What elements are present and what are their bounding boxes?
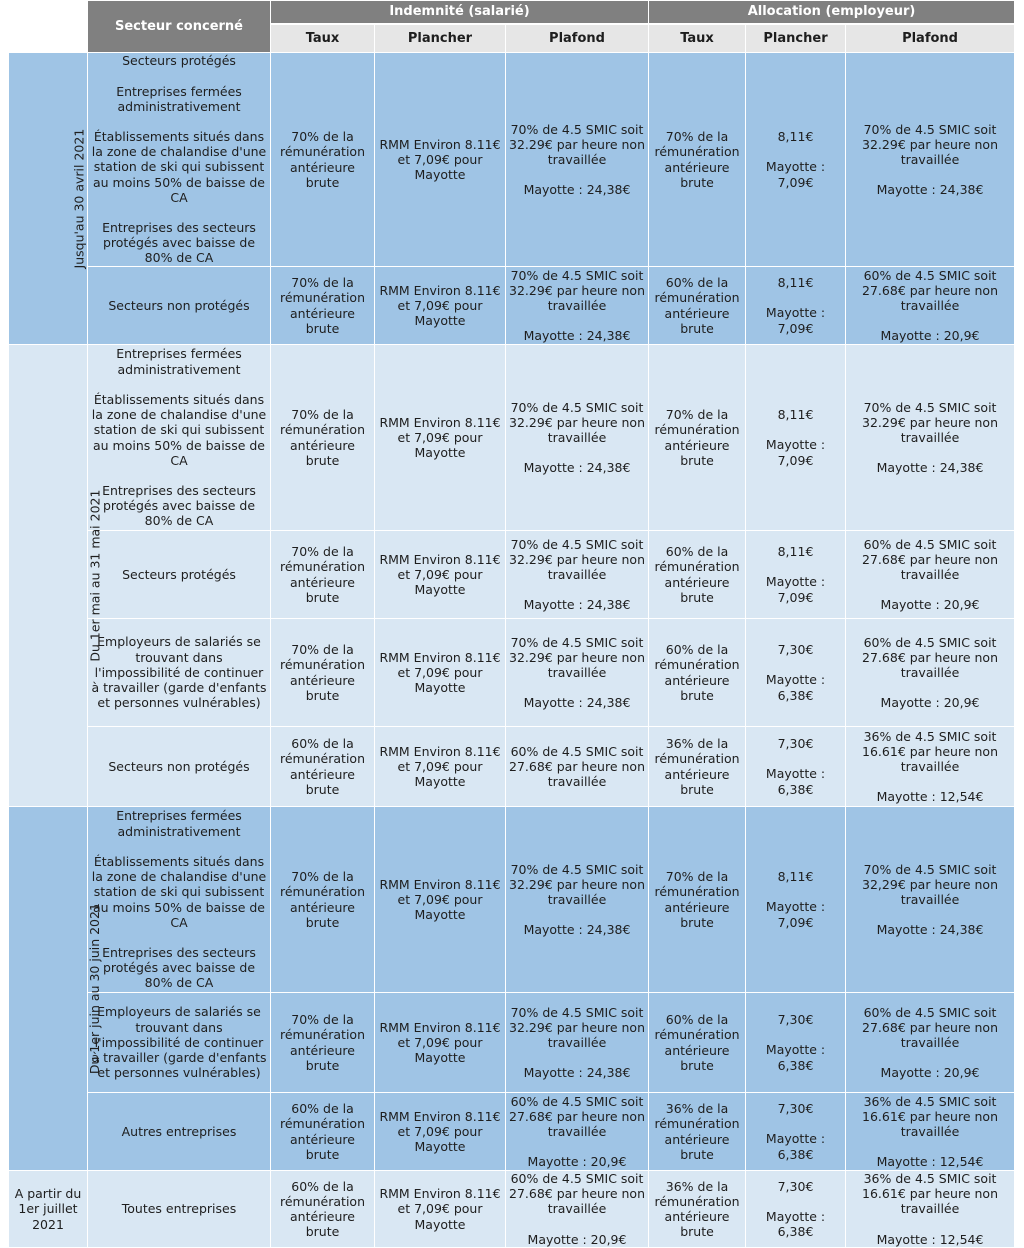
secteur-item: Entreprises fermées administrativement [116,346,242,377]
taux-salarie-cell: 60% de la rémunération antérieure brute [271,1171,375,1248]
secteur-item: Toutes entreprises [121,1201,237,1217]
header-indemnite: Indemnité (salarié) [271,1,649,24]
plancher-employeur-cell-mayotte: Mayotte : 7,09€ [765,899,826,930]
plafond-salarie-cell [506,1093,649,1171]
plancher-employeur-cell-value: 7,30€ [777,642,814,658]
secteur-item: Entreprises fermées administrativement [116,83,242,114]
plafond-employeur-cell-value: 60% de 4.5 SMIC soit 27.68€ par heure non travaillée [862,634,999,680]
plafond-salarie-cell-value: 70% de 4.5 SMIC soit 32.29€ par heure non travaillée [509,267,645,313]
plafond-employeur-cell-value: 36% de 4.5 SMIC soit 16.61€ par heure non travaillée [862,1171,999,1217]
plafond-employeur-cell-mayotte: Mayotte : 24,38€ [876,460,984,476]
plafond-salarie-cell-value: 70% de 4.5 SMIC soit 32.29€ par heure non travaillée [509,399,645,445]
plancher-employeur-cell-mayotte: Mayotte : 6,38€ [765,1208,826,1239]
plafond-salarie-cell [506,727,649,807]
period-label: Du 1er juin au 30 juin 2021 [86,902,102,1075]
plancher-employeur-cell [746,1171,846,1248]
plafond-employeur-cell-value: 60% de 4.5 SMIC soit 27.68€ par heure non travaillée [862,536,999,582]
plancher-salarie-cell: RMM Environ 8.11€ et 7,09€ pour Mayotte [375,727,506,807]
plafond-salarie-cell-mayotte: Mayotte : 24,38€ [523,182,631,198]
plancher-employeur-cell-value: 8,11€ [777,275,814,291]
secteur-item: Employeurs de salariés se trouvant dans l'impossibilité de continuer à travailler (garde d'enfants et personnes vulnérables) [91,1004,267,1081]
taux-employeur-cell: 36% de la rémunération antérieure brute [649,727,746,807]
plafond-salarie-cell-mayotte: Mayotte : 24,38€ [523,597,631,613]
plafond-employeur-cell-value: 36% de 4.5 SMIC soit 16.61€ par heure non travaillée [862,1093,999,1139]
plafond-salarie-cell [506,993,649,1093]
header-secteur: Secteur concerné [88,1,271,53]
plafond-salarie-cell-mayotte: Mayotte : 24,38€ [523,1065,631,1081]
plafond-salarie-cell-value: 60% de 4.5 SMIC soit 27.68€ par heure non travaillée [509,1171,645,1217]
secteur-cell [88,267,271,345]
header-taux-salarie: Taux [271,24,375,53]
plafond-employeur-cell [846,53,1015,267]
header-allocation: Allocation (employeur) [649,1,1015,24]
header-plafond-salarie: Plafond [506,24,649,53]
period-label: A partir du 1er juillet 2021 [14,1186,82,1232]
plafond-salarie-cell-mayotte: Mayotte : 24,38€ [523,328,631,344]
plancher-employeur-cell-value: 7,30€ [777,736,814,752]
period-cell [9,807,102,1171]
plafond-employeur-cell [846,1171,1015,1248]
plafond-salarie-cell-mayotte: Mayotte : 24,38€ [523,922,631,938]
plafond-employeur-cell-value: 70% de 4.5 SMIC soit 32.29€ par heure non travaillée [862,121,999,167]
plancher-salarie-cell: RMM Environ 8.11€ et 7,09€ pour Mayotte [375,1093,506,1171]
plancher-salarie-cell: RMM Environ 8.11€ et 7,09€ pour Mayotte [375,993,506,1093]
plafond-salarie-cell-value: 60% de 4.5 SMIC soit 27.68€ par heure non travaillée [509,1093,645,1139]
plafond-employeur-cell-value: 70% de 4.5 SMIC soit 32,29€ par heure non travaillée [862,861,999,907]
plancher-employeur-cell-mayotte: Mayotte : 6,38€ [765,672,826,703]
table-row [9,267,1015,345]
plafond-employeur-cell-value: 60% de 4.5 SMIC soit 27.68€ par heure non travaillée [862,267,999,313]
plancher-employeur-cell-value: 7,30€ [777,1101,814,1117]
plafond-employeur-cell [846,267,1015,345]
table-row [9,807,1015,993]
table-body [9,53,1015,1248]
taux-employeur-cell: 36% de la rémunération antérieure brute [649,1093,746,1171]
plafond-salarie-cell [506,619,649,727]
plafond-employeur-cell [846,807,1015,993]
plancher-employeur-cell [746,727,846,807]
plafond-salarie-cell-mayotte: Mayotte : 24,38€ [523,695,631,711]
taux-salarie-cell: 70% de la rémunération antérieure brute [271,53,375,267]
table-row [9,345,1015,531]
plancher-employeur-cell [746,267,846,345]
plancher-employeur-cell [746,531,846,619]
plafond-employeur-cell-value: 70% de 4.5 SMIC soit 32.29€ par heure non travaillée [862,399,999,445]
plafond-employeur-cell-mayotte: Mayotte : 20,9€ [880,597,980,613]
plafond-salarie-cell [506,53,649,267]
taux-salarie-cell: 70% de la rémunération antérieure brute [271,267,375,345]
plafond-employeur-cell-mayotte: Mayotte : 12,54€ [876,1231,984,1247]
plafond-salarie-cell-value: 70% de 4.5 SMIC soit 32.29€ par heure non travaillée [509,1004,645,1050]
plafond-employeur-cell [846,993,1015,1093]
table-row [9,993,1015,1093]
plancher-employeur-cell-mayotte: Mayotte : 6,38€ [765,766,826,797]
plancher-salarie-cell: RMM Environ 8.11€ et 7,09€ pour Mayotte [375,619,506,727]
taux-employeur-cell: 60% de la rémunération antérieure brute [649,267,746,345]
header-plafond-employeur: Plafond [846,24,1015,53]
taux-salarie-cell: 70% de la rémunération antérieure brute [271,531,375,619]
plafond-salarie-cell-value: 70% de 4.5 SMIC soit 32.29€ par heure non travaillée [509,634,645,680]
secteur-cell [88,1171,271,1248]
secteur-item: Entreprises des secteurs protégés avec baisse de 80% de CA [102,944,256,991]
plafond-salarie-cell-value: 70% de 4.5 SMIC soit 32.29€ par heure non travaillée [509,861,645,907]
secteur-cell [88,993,271,1093]
secteur-cell [88,619,271,727]
plancher-employeur-cell [746,993,846,1093]
plafond-employeur-cell-mayotte: Mayotte : 24,38€ [876,922,984,938]
plancher-employeur-cell-mayotte: Mayotte : 7,09€ [765,574,826,605]
secteur-item: Secteurs non protégés [108,297,250,313]
taux-salarie-cell: 70% de la rémunération antérieure brute [271,345,375,531]
secteur-cell [88,53,271,267]
plancher-employeur-cell-value: 7,30€ [777,1012,814,1028]
plancher-salarie-cell: RMM Environ 8.11€ et 7,09€ pour Mayotte [375,807,506,993]
plancher-employeur-cell-mayotte: Mayotte : 7,09€ [765,305,826,336]
plafond-employeur-cell-value: 36% de 4.5 SMIC soit 16.61€ par heure non travaillée [862,728,999,774]
plafond-salarie-cell [506,531,649,619]
table-row [9,53,1015,267]
plafond-employeur-cell [846,727,1015,807]
plafond-salarie-cell-mayotte: Mayotte : 24,38€ [523,460,631,476]
secteur-item: Entreprises des secteurs protégés avec baisse de 80% de CA [102,220,256,266]
plafond-salarie-cell-value: 60% de 4.5 SMIC soit 27.68€ par heure non travaillée [509,743,645,790]
corner-blank [9,1,88,53]
plafond-salarie-cell-mayotte: Mayotte : 20,9€ [527,1231,627,1247]
plafond-employeur-cell-value: 60% de 4.5 SMIC soit 27.68€ par heure non travaillée [862,1004,999,1050]
taux-employeur-cell: 60% de la rémunération antérieure brute [649,619,746,727]
period-label: Du 1er mai au 31 mai 2021 [87,489,103,662]
plancher-employeur-cell-mayotte: Mayotte : 7,09€ [765,159,826,190]
secteur-item: Autres entreprises [121,1123,237,1139]
taux-salarie-cell: 70% de la rémunération antérieure brute [271,807,375,993]
taux-salarie-cell: 60% de la rémunération antérieure brute [271,727,375,807]
secteur-item: Établissements situés dans la zone de chalandise d'une station de ski qui subissent au moins 50% de baisse de CA [91,391,267,468]
plafond-employeur-cell-mayotte: Mayotte : 12,54€ [876,1154,984,1170]
header-plancher-employeur: Plancher [746,24,846,53]
taux-employeur-cell: 36% de la rémunération antérieure brute [649,1171,746,1248]
plancher-employeur-cell-value: 8,11€ [777,407,814,423]
plancher-employeur-cell-mayotte: Mayotte : 6,38€ [765,1131,826,1162]
plancher-salarie-cell: RMM Environ 8.11€ et 7,09€ pour Mayotte [375,53,506,267]
taux-salarie-cell: 60% de la rémunération antérieure brute [271,1093,375,1171]
taux-employeur-cell: 70% de la rémunération antérieure brute [649,345,746,531]
plancher-employeur-cell [746,619,846,727]
table-row [9,1093,1015,1171]
secteur-item: Entreprises fermées administrativement [116,808,242,839]
table-row [9,727,1015,807]
secteur-item: Secteurs protégés [122,53,236,69]
plancher-salarie-cell: RMM Environ 8.11€ et 7,09€ pour Mayotte [375,267,506,345]
plafond-salarie-cell [506,267,649,345]
secteur-item: Établissements situés dans la zone de chalandise d'une station de ski qui subissent au moins 50% de baisse de CA [91,128,267,205]
plancher-salarie-cell: RMM Environ 8.11€ et 7,09€ pour Mayotte [375,531,506,619]
plafond-employeur-cell [846,531,1015,619]
taux-employeur-cell: 70% de la rémunération antérieure brute [649,53,746,267]
secteur-cell [88,807,271,993]
taux-employeur-cell: 60% de la rémunération antérieure brute [649,531,746,619]
plancher-salarie-cell: RMM Environ 8.11€ et 7,09€ pour Mayotte [375,345,506,531]
plancher-employeur-cell-mayotte: Mayotte : 7,09€ [765,437,826,468]
taux-employeur-cell: 70% de la rémunération antérieure brute [649,807,746,993]
secteur-item: Établissements situés dans la zone de chalandise d'une station de ski qui subissent au moins 50% de baisse de CA [91,853,267,930]
plancher-employeur-cell-value: 8,11€ [777,544,814,560]
plancher-employeur-cell-value: 7,30€ [777,1178,814,1194]
plafond-employeur-cell [846,345,1015,531]
plancher-employeur-cell [746,53,846,267]
plafond-salarie-cell-value: 70% de 4.5 SMIC soit 32.29€ par heure non travaillée [509,536,645,582]
plafond-employeur-cell-mayotte: Mayotte : 24,38€ [876,182,984,198]
table-row [9,1171,1015,1248]
plancher-employeur-cell [746,807,846,993]
period-cell [9,1171,88,1248]
secteur-cell [88,531,271,619]
plancher-salarie-cell: RMM Environ 8.11€ et 7,09€ pour Mayotte [375,1171,506,1248]
plafond-salarie-cell-value: 70% de 4.5 SMIC soit 32.29€ par heure non travaillée [509,121,645,167]
secteur-cell [88,727,271,807]
plafond-employeur-cell [846,1093,1015,1171]
header-plancher-salarie: Plancher [375,24,506,53]
plafond-employeur-cell-mayotte: Mayotte : 12,54€ [876,789,984,805]
plafond-salarie-cell [506,807,649,993]
secteur-cell [88,1093,271,1171]
plafond-employeur-cell-mayotte: Mayotte : 20,9€ [880,695,980,711]
compensation-table [8,0,1015,1248]
table-row [9,531,1015,619]
table-row [9,619,1015,727]
plancher-employeur-cell-value: 8,11€ [777,869,814,885]
period-label: Jusqu'au 30 avril 2021 [71,128,87,269]
secteur-cell [88,345,271,531]
plancher-employeur-cell-value: 8,11€ [777,129,814,145]
taux-employeur-cell: 60% de la rémunération antérieure brute [649,993,746,1093]
plafond-employeur-cell-mayotte: Mayotte : 20,9€ [880,1065,980,1081]
plancher-employeur-cell-mayotte: Mayotte : 6,38€ [765,1042,826,1073]
header-taux-employeur: Taux [649,24,746,53]
period-cell [9,53,88,345]
period-cell [9,345,103,807]
plafond-salarie-cell-mayotte: Mayotte : 20,9€ [527,1154,627,1170]
taux-salarie-cell: 70% de la rémunération antérieure brute [271,993,375,1093]
secteur-item: Secteurs non protégés [108,758,250,774]
taux-salarie-cell: 70% de la rémunération antérieure brute [271,619,375,727]
secteur-item: Entreprises des secteurs protégés avec baisse de 80% de CA [102,482,256,529]
plafond-employeur-cell-mayotte: Mayotte : 20,9€ [880,328,980,344]
plafond-salarie-cell [506,345,649,531]
secteur-item: Secteurs protégés [122,566,236,582]
plancher-employeur-cell [746,1093,846,1171]
plafond-salarie-cell [506,1171,649,1248]
secteur-item: Employeurs de salariés se trouvant dans l'impossibilité de continuer à travailler (garde d'enfants et personnes vulnérables) [91,634,267,711]
plafond-employeur-cell [846,619,1015,727]
plancher-employeur-cell [746,345,846,531]
